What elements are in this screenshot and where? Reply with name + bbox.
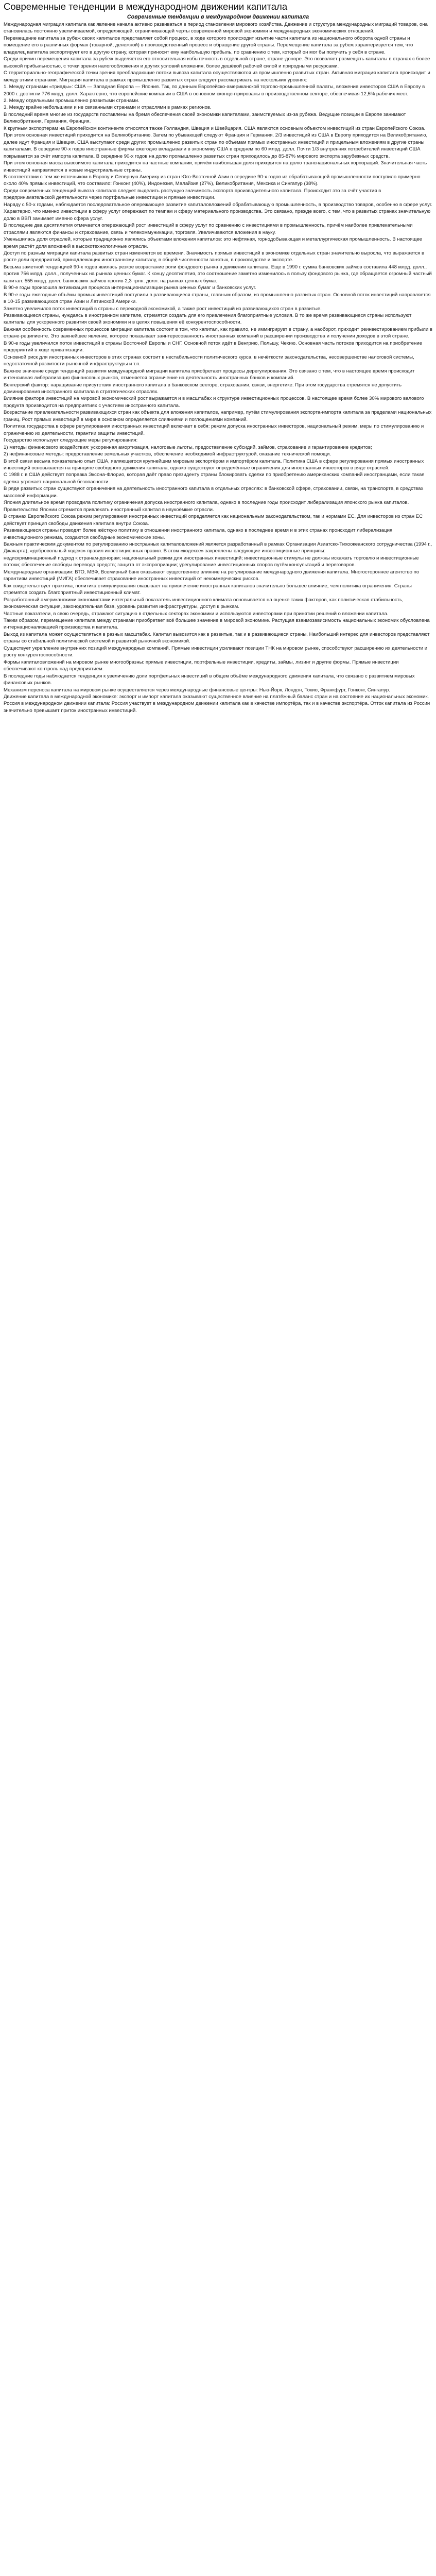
article-paragraph: недискриминационный подход к странам-донорам; национальный режим для иностранных инвестиций; инвестиционные стимулы не должны искажать торговлю и инвестиционные потоки; обеспечение свободы перевода средств; защита от экспроприации; урегулирование инвестиционных споров путём консультаций и переговоров. [4,555,419,568]
article-paragraph: 1) методы финансового воздействия: ускоренная амортизация, налоговые льготы, предоставление субсидий, займов, страхование и гарантирование кредитов; [4,444,372,450]
article-paragraph: Наряду с 50-х годами, наблюдается последовательное опережающее развитие капиталовложений обрабатывающую промышленность, в производство товаров, особенно в сфере услуг. [4,201,432,208]
article-paragraph: Политика государства в сфере регулирования иностранных инвестиций включает в себя: режим допуска иностранных инвесторов, национальный режим, меры по стимулированию и ограничению их деятельности, гарантии защиты инвестиций. [4,423,424,436]
article-paragraph: Среди причин перемещения капитала за рубеж выделяется его относительная избыточность в отдельной стране, стране-доноре. Это позволяет размещать капиталы в странах с более высокой прибыльностью, с точки зрения налогообложения и других условий вложения, более дешёвой рабочей силой и природными ресурсами. [4,56,430,69]
article-paragraph: Среди современных тенденций вывоза капитала следует выделить растущую значимость экспорта производительного капитала. Происходит это за счёт участия в предпринимательской деятельности через портфельные инвестиции и прямые инвестиции. [4,188,381,201]
article-paragraph: Выход из капитала может осуществляться в разных масштабах. Капитал вывозится как в развитые, так и в развивающиеся страны. Наибольший интерес для инвесторов представляют страны со стабильной политической системой и развитой рыночной экономикой. [4,631,430,645]
article-paragraph: Россия в международном движении капитала: Россия участвует в международном движении капитала как в качестве импортёра, так и в качестве экспортёра. Отток капитала из России значительно превышает приток иностранных инвестиций. [4,701,430,714]
article-paragraph: В странах Европейского Союза режим регулирования иностранных инвестиций определяется как национальным законодательством, так и нормами ЕС. Для инвесторов из стран ЕС действует принцип свободы движения капитала внутри Союза. [4,514,423,527]
article-paragraph: Влияние фактора инвестиций на мировой экономический рост выражается и в масштабах и структуре инвестиционных процессов. В настоящее время более 30% мирового валового продукта производится на предприятиях с участием иностранного капитала. [4,396,424,409]
article-paragraph: 2) нефинансовые методы: предоставление земельных участков, обеспечение необходимой инфраструктурой, оказание технической помощи. [4,451,332,457]
article-paragraph: В 90-е годы ежегодные объёмы прямых инвестиций поступили в развивающиеся страны, главным образом, из промышленно развитых стран. Основной поток инвестиций направляется в 10-15 развивающихся стран Азии и Латинской Америки. [4,292,431,305]
article-paragraph: Важным практическим документом по регулированию иностранных капиталовложений является разработанный в рамках Организации Азиатско-Тихоокеанского сотрудничества (1994 г., Джакарта), «добровольный кодекс» правил инвестиционных правил. В этом «кодексе» закреплены следующие инвестиционные принципы: [4,541,432,554]
article-paragraph: В последний время многие из государств поставлены на бремя обеспечения своей экономики капиталами, заимствуемых из-за рубежа. Ведущие позиции в Европе занимают Великобритания, Германия, Франция. [4,111,406,125]
article-paragraph: В этой связи весьма показательно опыт США, являющегося крупнейшим мировым экспортёром и импортёром капитала. Политика США в сфере регулирования прямых иностранных инвестиций основывается на принципе свободного движения капитала, однако существуют определённые ограничения для иностранных инвесторов в ряде отраслей. [4,458,424,471]
article-paragraph: Развивающиеся страны, нуждаясь в иностранном капитале, стремятся создать для его привлечения благоприятные условия. В то же время развивающиеся страны используют капиталы для ускоренного развития своей экономики и в целях повышения её конкурентоспособности. [4,313,412,326]
article-paragraph: Механизм переноса капитала на мировом рынке осуществляется через международные финансовые центры: Нью-Йорк, Лондон, Токио, Франкфурт, Гонконг, Сингапур. [4,687,390,693]
article-paragraph: В последние два десятилетия отмечается опережающий рост инвестиций в сферу услуг по сравнению с инвестициями в промышленность, причём наиболее привлекательными отраслями являются финансы и страхование, связь и телекоммуникации, торговля. Увеличиваются вложения в науку. [4,223,413,235]
article-paragraph: Характерно, что именно инвестиции в сферу услуг опережают по темпам и сферу материального производства. Это связано, прежде всего, с тем, что в развитых странах значительную долю в ВВП занимает именно сфера услуг. [4,209,431,222]
article-paragraph: Государство использует следующие меры регулирования: [4,437,138,444]
article-paragraph: Япония длительное время проводила политику ограничения допуска иностранного капитала, однако в последние годы происходит либерализация японского рынка капиталов. Правительство Японии стремится привлекать иностранный капитал в наукоёмкие отрасли. [4,500,409,513]
article-paragraph: Важная особенность современных процессов миграции капитала состоит в том, что капитал, как правило, не иммигрирует в страну, а наоборот, приходит реинвестированием прибыли в стране-реципиенте. Это важнейшее явление, которое показывает заинтересованность иностранных компаний в расширении производства и получении доходов в этой стране. [4,326,432,340]
article-paragraph: Важное значение среди тенденций развития международной миграции капитала приобретают процессы дерегулирования. Это связано с тем, что в настоящее время происходит интенсивная либерализация финансовых рынков, отменяется ограничение на деятельность иностранных банков и компаний. [4,368,415,381]
article-paragraph: Развивающиеся страны проводят более жёсткую политику в отношении иностранного капитала, однако в последнее время и в этих странах происходит либерализация инвестиционного режима, создаются свободные экономические зоны. [4,528,393,540]
article-subtitle: Современные тенденции в международном движении капитала [127,14,309,20]
article-paragraph: Международная миграция капитала как явление начала активно развиваться в период становления мирового хозяйства. Движение и структура международных миграций товаров, она становилась постоянно увеличиваемой, определяющей, ограничивающей черты современной мировой экономики и международных экономических отношений. [4,22,428,35]
article-paragraph: 1. Между странами «триады»: США — Западная Европа — Япония. Так, по данным Европейско-американской торгово-промышленной палаты, вложения инвесторов США в Европу в 2000 г. достигли 776 млрд. долл. Характерно, что европейские компании в США в основном сконцентрированы в производственном секторе, обеспечивая 12,5% рабочих мест. [4,84,425,97]
article-paragraph: К крупным экспортерам на Европейском континенте относятся также Голландия, Швеция и Швейцария. США являются основным объектом инвестиций из стран Европейского Союза. При этом основная инвестиций приходится на Великобританию. Затем по убывающей следуют Франция и Германия. 2/3 инвестиций из США в Европу приходится на Великобританию, далее идут Франция и Швеция. США выступают среди других промышленно развитых стран по объёмам прямых иностранных инвестиций и прицельным вложениям в другие страны капиталами. В середине 90-х годов иностранные фирмы ежегодно вкладывали в экономику США в среднем по 60 млрд. долл. Почти 1/3 внутренних потребителей инвестиций США покрывается за счёт импорта капитала. В середине 90-х годов на долю промышленно развитых стран приходилось до 85-87% мирового экспорта зарубежных средств. [4,125,428,159]
article-paragraph: Венгерский фактор: наращивание присутствия иностранного капитала в банковском секторе, страховании, связи, энергетике. При этом государства стремятся не допустить доминирования иностранного капитала в стратегических отраслях. [4,382,402,395]
article-paragraph: Заметно увеличился поток инвестиций в страны с переходной экономикой, а также рост инвестиций из развивающихся стран в развитые. [4,306,322,312]
article-paragraph: В соответствии с тем же источником в Европу и Северную Америку из стран Юго-Восточной Азии в середине 90-х годов из обрабатывающей промышленности поступило примерно около 40% прямых инвестиций, что составило: Гонконг (40%), Индонезия, Малайзия (27%), Великобритания, Мексика и Сингапур (38%). [4,174,421,187]
article-paragraph: Перемещение капитала за рубеж своих капиталов представляет собой процесс, в ходе которого происходит изъятие части капитала из национального оборота одной страны и помещение его в различных формах (товарной, денежной) в производственный процесс и обращение другой страны. Перемещение капитала за рубеж характеризуется тем, что владелец капитала экспортирует его в другую страну, которая приносит ему наибольшую прибыль, по сравнению с тем, который он мог бы получить у себя в стране. [4,35,413,55]
article-paragraph: Международные организации: ВТО, МВФ, Всемирный банк оказывают существенное влияние на регулирование международного движения капитала. Многостороннее агентство по гарантиям инвестиций (МИГА) обеспечивает страхование иностранных инвестиций от некоммерческих рисков. [4,569,420,582]
article-paragraph: Основной риск для иностранных инвесторов в этих странах состоит в нестабильности политического курса, в нечёткости законодательства, несовершенстве налоговой системы, недостаточной развитости рыночной инфраструктуры и т.п. [4,354,414,367]
article-paragraph: Движение капитала в международной экономике: экспорт и импорт капитала оказывают существенное влияние на платёжный баланс стран и на состояние их национальных экономик. [4,693,429,700]
article-paragraph: В 90-е годы увеличился поток инвестиций в страны Восточной Европы и СНГ. Основной поток идёт в Венгрию, Польшу, Чехию. Основная часть потоков приходится на приобретение предприятий в ходе приватизации. [4,340,422,353]
article-paragraph: 2. Между отдельными промышленно развитыми странами. [4,97,139,104]
article-paragraph: Формы капиталовложений на мировом рынке многообразны: прямые инвестиции, портфельные инвестиции, кредиты, займы, лизинг и другие формы. Прямые инвестиции обеспечивают контроль над предприятием. [4,659,399,672]
article-paragraph: Возрастание привлекательности развивающихся стран как объекта для вложения капиталов, например, путём стимулирования экспорта-импорта капитала за пределами национальных границ. Рост прямых инвестиций в мире в основном определяется слияниями и поглощениями компаний. [4,410,432,422]
article-paragraph: Весьма заметной тенденцией 90-х годов явилась резкое возрастание роли фондового рынка в движении капитала. Еще в 1990 г. сумма банковских займов составила 448 млрд. долл., против 756 млрд. долл., полученных на рынках ценных бумаг. К концу десятилетия, это соотношение заметно изменилось в пользу фондового рынка, где обращается огромный частный капитал: 555 млрд. долл. банковских займов против 2,3 трлн. долл. на рынках ценных бумаг. [4,264,432,284]
article-paragraph: Разработанный американскими экономистами интегральный показатель инвестиционного климата основывается на оценке таких факторов, как политическая стабильность, экономическая ситуация, законодательная база, уровень развития инфраструктуры, доступ к рынкам. [4,597,404,610]
article-paragraph: С территориально-географической точки зрения преобладающие потоки вывоза капитала осуществляются из промышленно развитых стран. Активная миграция капитала происходит и между этими странами. Миграция капитала в рамках промышленно развитых стран следует рассматривать на нескольких уровнях: [4,70,430,83]
article-paragraph: С 1988 г. в США действует поправка Эксона-Флорио, которая даёт право президенту страны блокировать сделки по приобретению американских компаний иностранцами, если такая сделка угрожает национальной безопасности. [4,472,425,485]
article-paragraph: Таким образом, перемещение капитала между странами приобретает всё большее значение в мировой экономике. Растущая взаимозависимость национальных экономик обусловлена интернационализацией производства и капитала. [4,617,430,631]
article-paragraph: В 90-е годы произошла активизация процесса интернационализации рынка ценных бумаг и банковских услуг. [4,285,256,291]
article-paragraph: Как свидетельствует практика, политика стимулирования оказывает на привлечение иностранных капиталов значительно большее влияние, чем политика ограничения. Страны стремятся создать благоприятный инвестиционный климат. [4,583,412,596]
article-paragraph: Частные показатели, в свою очередь, отражают ситуацию в отдельных секторах экономики и используются инвесторами при принятии решений о вложении капитала. [4,611,389,617]
article-paragraph: Доступ по разным миграции капитала развитых стран изменяется во времени. Значимость прямых инвестиций в экономике отдельных стран значительно выросла, что выражается в росте доли предприятий, принадлежащих иностранному капиталу, в общей численности занятых, в производстве и экспорте. [4,250,425,263]
article-body [4,21,432,714]
article-paragraph: Уменьшилась доля отраслей, которые традиционно являлись объектами вложения капиталов: это нефтяная, горнодобывающая и металлургическая промышленность. В настоящее время растёт доля вложений в высокотехнологичные отрасли. [4,236,422,249]
page-title: Современные тенденции в международном движении капитала [4,1,288,12]
article-paragraph: В ряде развитых стран существуют ограничения на деятельность иностранного капитала в отдельных отраслях: в банковской сфере, страховании, связи, на транспорте, в средствах массовой информации. [4,486,424,499]
article-paragraph: 3. Между крайне небольшими и не связанными странами и отраслями в рамках регионов. [4,105,212,111]
article-paragraph: Существует укрепление внутренних позиций международных компаний. Прямые инвестиции усиливают позиции ТНК на мировом рынке, способствуют расширению их деятельности и росту конкурентоспособности. [4,645,428,658]
article-paragraph: При этом основная масса вывозимого капитала приходится на частные компании, причём наибольшая доля приходится на долю транснациональных корпораций. Значительная часть инвестиций направляется в новые индустриальные страны. [4,160,427,173]
article-paragraph: В последние годы наблюдается тенденция к увеличению доли портфельных инвестиций в общем объёме международного движения капитала, что связано с развитием мировых финансовых рынков. [4,673,415,686]
